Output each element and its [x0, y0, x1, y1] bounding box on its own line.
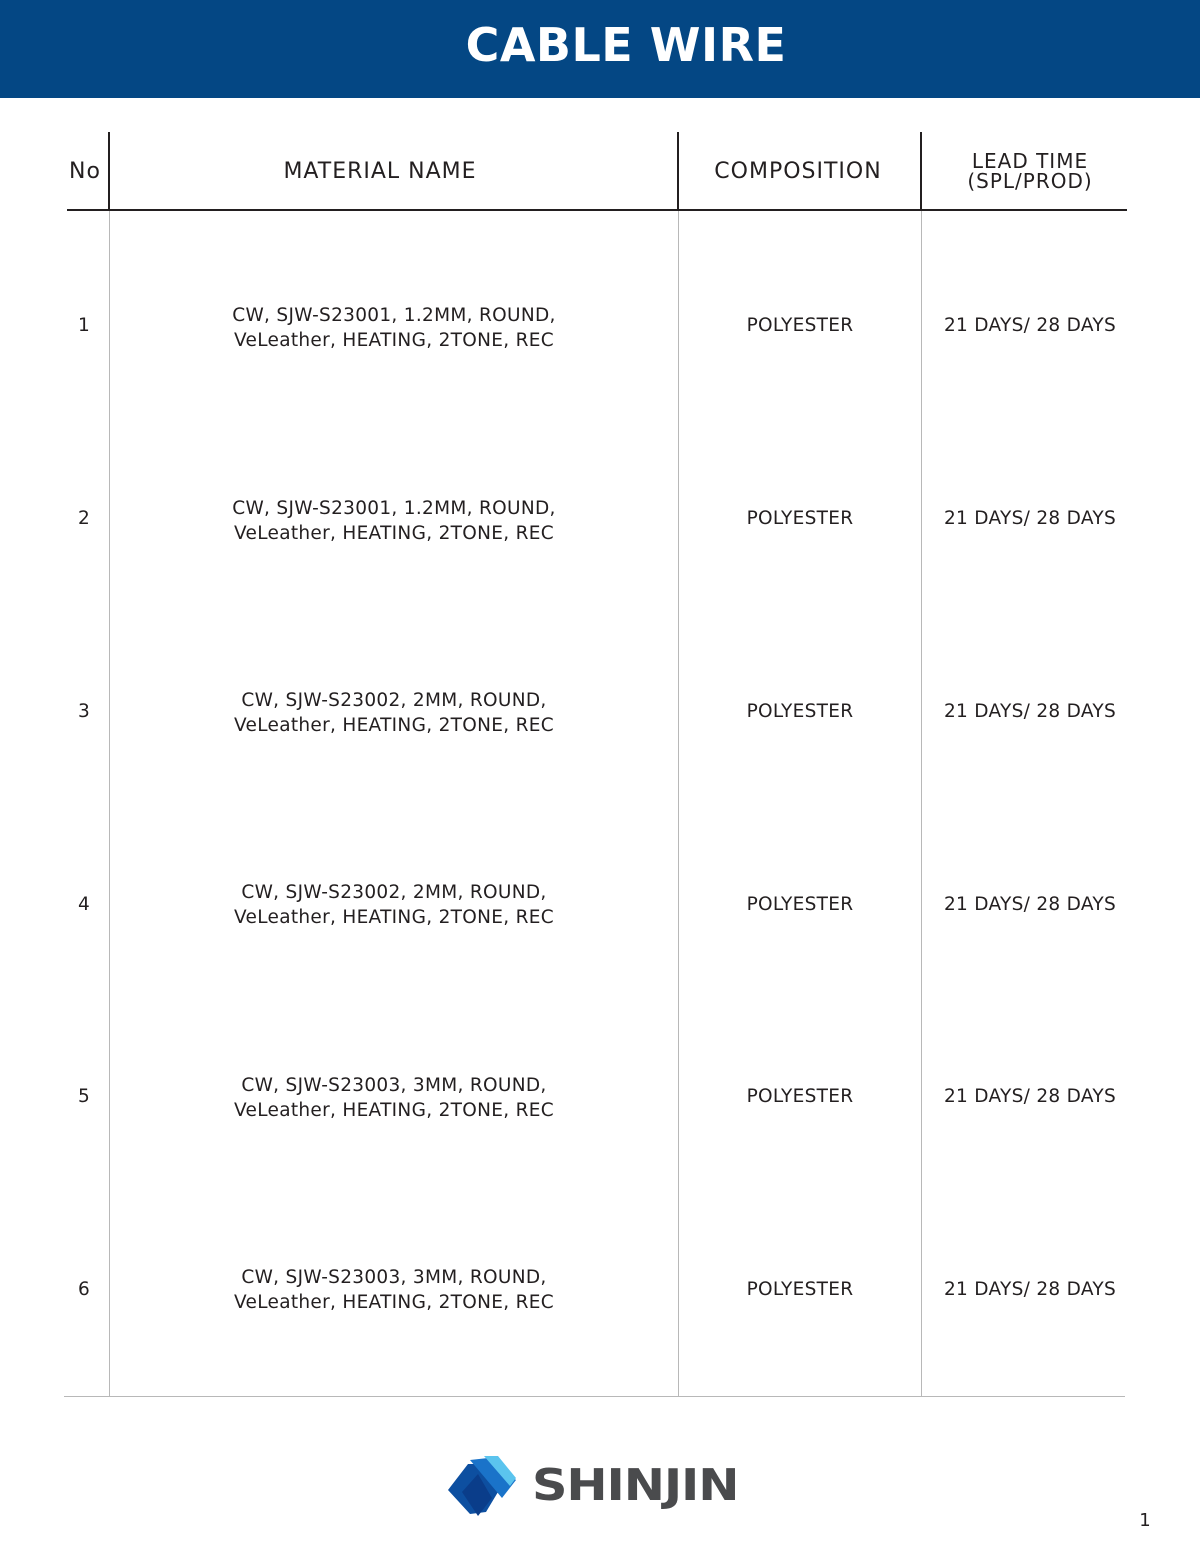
column-header-no: No	[69, 158, 101, 184]
table-row-lead-time: 21 DAYS/ 28 DAYS	[943, 700, 1117, 722]
material-line: CW, SJW-S23002, 2MM, ROUND,	[241, 882, 547, 903]
material-line: VeLeather, HEATING, 2TONE, REC	[234, 715, 554, 736]
table-row-composition: POLYESTER	[746, 893, 854, 915]
table-row-material	[110, 1265, 678, 1315]
page-title: CABLE WIRE	[465, 18, 787, 72]
column-divider	[921, 211, 922, 1397]
column-divider	[678, 211, 679, 1397]
material-line: CW, SJW-S23001, 1.2MM, ROUND,	[232, 498, 556, 519]
table-row-material	[110, 303, 678, 353]
page-number: 1	[1139, 1510, 1151, 1531]
shinjin-logo-text: SHINJIN	[532, 1460, 739, 1511]
table-row-lead-time: 21 DAYS/ 28 DAYS	[943, 893, 1117, 915]
column-divider	[109, 211, 110, 1397]
table-row-number: 6	[77, 1278, 91, 1300]
column-header-lead-time	[922, 132, 1138, 210]
material-line: CW, SJW-S23003, 3MM, ROUND,	[241, 1267, 547, 1288]
table-row-lead-time: 21 DAYS/ 28 DAYS	[943, 1278, 1117, 1300]
lead-time-sublabel: (SPL/PROD)	[967, 169, 1093, 193]
material-line: VeLeather, HEATING, 2TONE, REC	[234, 1100, 554, 1121]
lead-time-label: LEAD TIME	[971, 149, 1089, 173]
table-row-composition: POLYESTER	[746, 507, 854, 529]
material-line: VeLeather, HEATING, 2TONE, REC	[234, 1292, 554, 1313]
table-row-composition: POLYESTER	[746, 1278, 854, 1300]
table-row-number: 5	[77, 1085, 91, 1107]
material-line: CW, SJW-S23001, 1.2MM, ROUND,	[232, 305, 556, 326]
table-row-material	[110, 880, 678, 930]
table-row-material	[110, 496, 678, 546]
material-line: CW, SJW-S23003, 3MM, ROUND,	[241, 1075, 547, 1096]
table-row-lead-time: 21 DAYS/ 28 DAYS	[943, 507, 1117, 529]
column-header-composition: COMPOSITION	[714, 158, 882, 184]
column-header-material: MATERIAL NAME	[283, 158, 477, 184]
table-row-number: 4	[77, 893, 91, 915]
material-line: VeLeather, HEATING, 2TONE, REC	[234, 907, 554, 928]
table-row-composition: POLYESTER	[746, 1085, 854, 1107]
table-row-number: 2	[77, 507, 91, 529]
table-row-lead-time: 21 DAYS/ 28 DAYS	[943, 1085, 1117, 1107]
material-line: VeLeather, HEATING, 2TONE, REC	[234, 523, 554, 544]
table-row-lead-time: 21 DAYS/ 28 DAYS	[943, 314, 1117, 336]
table-row-material	[110, 688, 678, 738]
table-row-material	[110, 1073, 678, 1123]
table-row-composition: POLYESTER	[746, 314, 854, 336]
material-line: VeLeather, HEATING, 2TONE, REC	[234, 330, 554, 351]
table-row-number: 1	[77, 314, 91, 336]
table-row-composition: POLYESTER	[746, 700, 854, 722]
table-row-number: 3	[77, 700, 91, 722]
material-line: CW, SJW-S23002, 2MM, ROUND,	[241, 690, 547, 711]
table-bottom-rule	[64, 1396, 1125, 1397]
